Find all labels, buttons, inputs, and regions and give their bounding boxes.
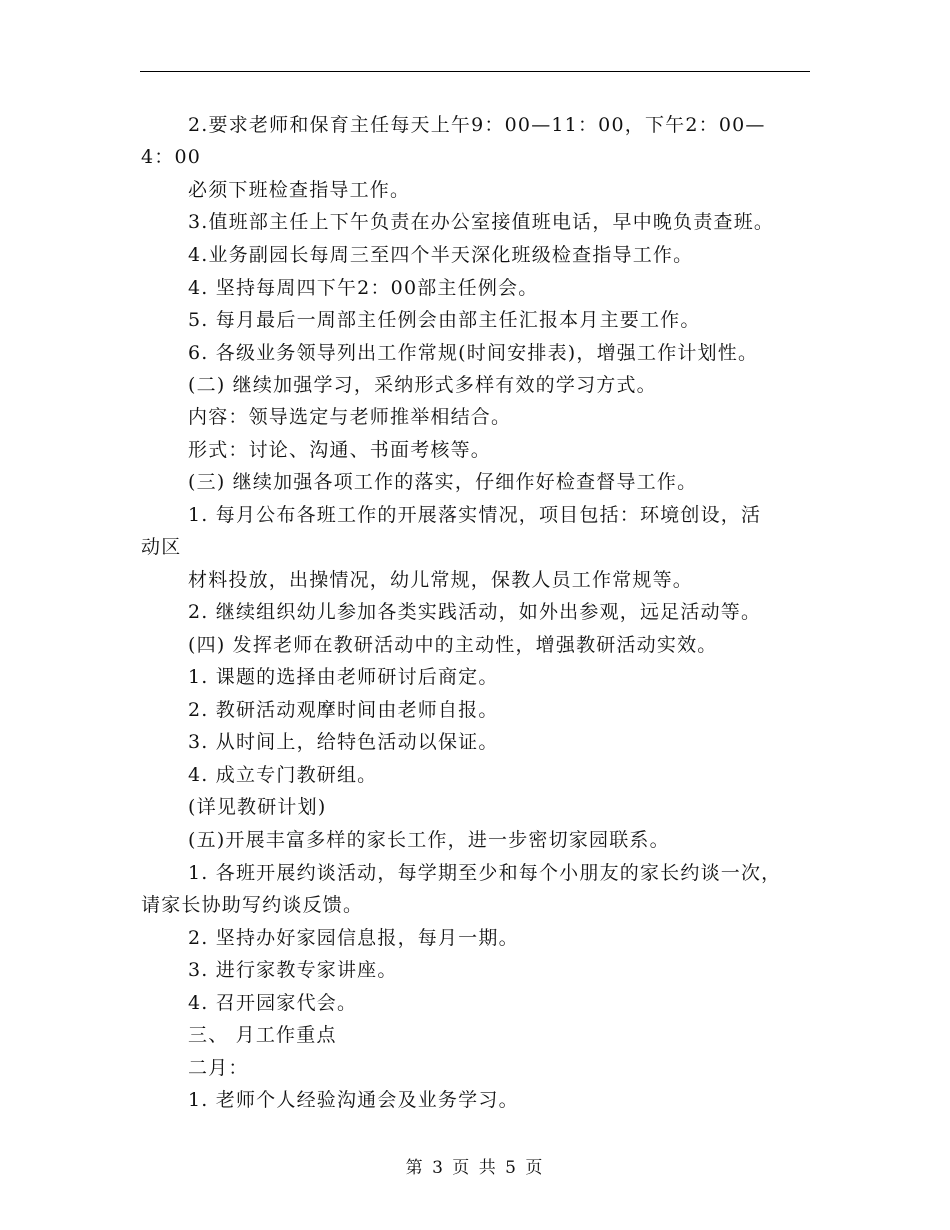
text-line: 1. 每月公布各班工作的开展落实情况，项目包括：环境创设，活: [188, 504, 762, 526]
text-line: (详见教研计划): [188, 796, 327, 818]
text-line: 2. 坚持办好家园信息报，每月一期。: [188, 927, 519, 949]
section-heading: (五)开展丰富多样的家长工作，进一步密切家园联系。: [188, 829, 670, 851]
text-line: 材料投放，出操情况，幼儿常规，保教人员工作常规等。: [188, 569, 694, 591]
text-line: 4. 成立专门教研组。: [188, 764, 378, 786]
text-line: 4：00: [141, 146, 202, 168]
text-line: 3. 进行家教专家讲座。: [188, 959, 398, 981]
text-line: 形式：讨论、沟通、书面考核等。: [188, 439, 492, 461]
text-line: 3. 从时间上，给特色活动以保证。: [188, 731, 499, 753]
text-line: 4.业务副园长每周三至四个半天深化班级检查指导工作。: [188, 244, 694, 266]
text-line: 请家长协助写约谈反馈。: [141, 894, 364, 916]
text-line: 动区: [141, 536, 182, 558]
text-line: 4. 召开园家代会。: [188, 992, 358, 1014]
text-line: 4. 坚持每周四下午2：00部主任例会。: [188, 277, 539, 299]
text-line: 2. 继续组织幼儿参加各类实践活动，如外出参观，远足活动等。: [188, 601, 762, 623]
text-line: 1. 课题的选择由老师研讨后商定。: [188, 666, 499, 688]
section-heading: (四) 发挥老师在教研活动中的主动性，增强教研活动实效。: [188, 634, 718, 656]
text-line: 3.值班部主任上下午负责在办公室接值班电话，早中晚负责查班。: [188, 211, 775, 233]
text-line: 6. 各级业务领导列出工作常规(时间安排表)，增强工作计划性。: [188, 342, 759, 364]
section-heading: (二) 继续加强学习，采纳形式多样有效的学习方式。: [188, 374, 657, 396]
text-line: 1. 老师个人经验沟通会及业务学习。: [188, 1089, 519, 1111]
text-line: 2.要求老师和保育主任每天上午9：00—11：00，下午2：00—: [188, 114, 766, 136]
text-line: 5. 每月最后一周部主任例会由部主任汇报本月主要工作。: [188, 309, 701, 331]
page-number-footer: 第 3 页 共 5 页: [405, 1158, 545, 1178]
section-heading: (三) 继续加强各项工作的落实，仔细作好检查督导工作。: [188, 471, 698, 493]
text-line: 1. 各班开展约谈活动，每学期至少和每个小朋友的家长约谈一次，: [188, 862, 782, 884]
text-line: 必须下班检查指导工作。: [188, 179, 411, 201]
text-line: 2. 教研活动观摩时间由老师自报。: [188, 699, 499, 721]
text-line: 二月：: [188, 1057, 249, 1079]
section-heading: 三、 月工作重点: [188, 1024, 337, 1046]
text-line: 内容：领导选定与老师推举相结合。: [188, 406, 512, 428]
